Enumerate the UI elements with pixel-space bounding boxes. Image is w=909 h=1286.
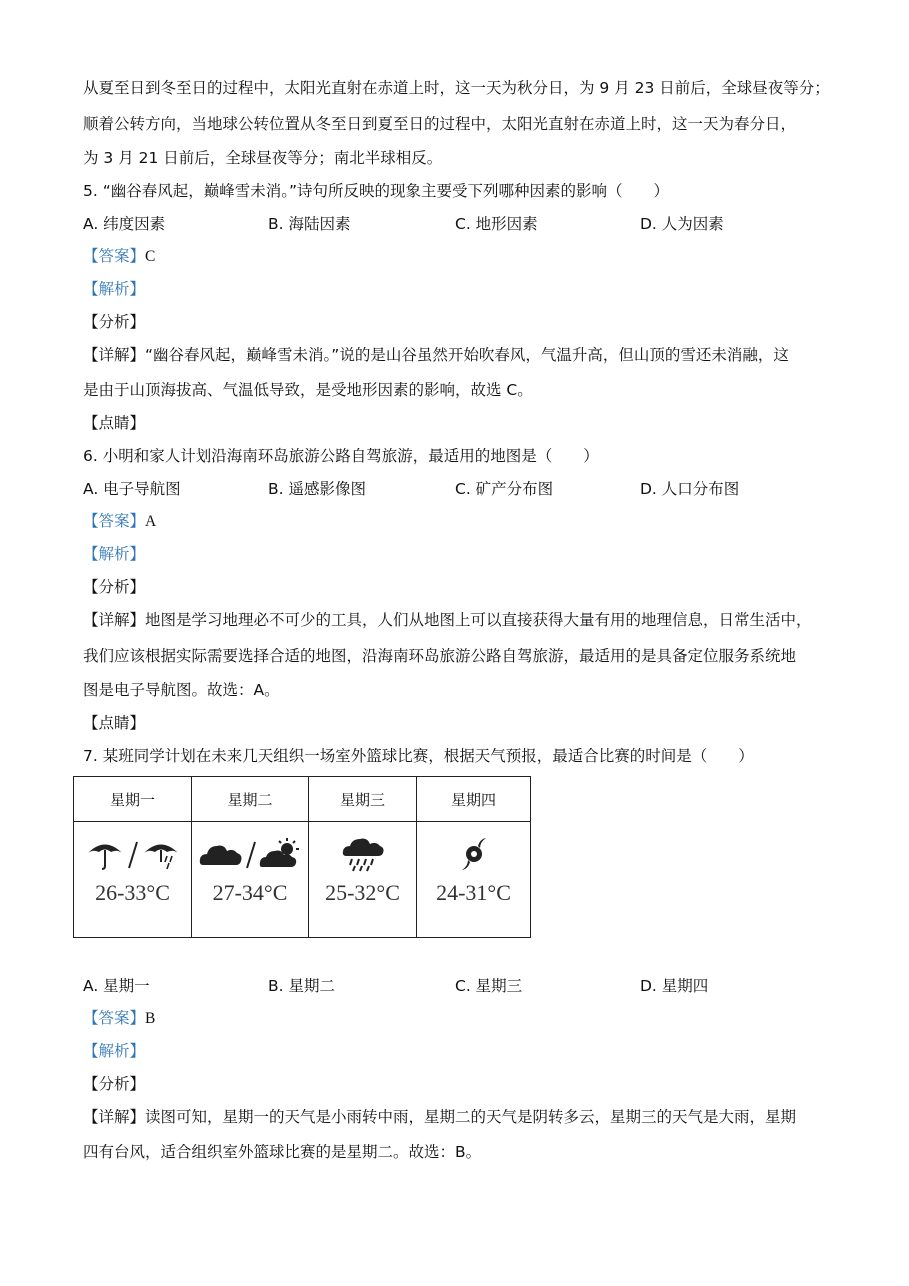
answer-tag: 【答案】: [83, 247, 146, 265]
q7-answer: [83, 1007, 155, 1030]
q7-question: 7. 某班同学计划在未来几天组织一场室外篮球比赛，根据天气预报，最适合比赛的时间是（ ）: [83, 747, 754, 765]
weather-forecast-table: [73, 776, 531, 938]
detail-text: “幽谷春风起，巅峰雪未消。”说的是山谷虽然开始吹春风，气温升高，但山顶的雪还未消融，这: [145, 346, 789, 364]
q5-fenxi: 【分析】: [83, 313, 146, 331]
q5-detail-2: 是由于山顶海拔高、气温低导致，是受地形因素的影响，故选 C。: [83, 381, 533, 399]
answer-value: A: [145, 513, 157, 530]
table-header-cell: 星期一: [74, 777, 192, 822]
table-header-row: [74, 777, 531, 822]
temperature-value: 26-33°C: [95, 880, 170, 905]
q6-fenxi: 【分析】: [83, 578, 146, 596]
q7-option-b: B. 星期二: [268, 977, 335, 995]
q7-detail-2: 四有台风，适合组织室外篮球比赛的是星期二。故选：B。: [83, 1143, 482, 1161]
weather-cell-tuesday: [192, 822, 309, 938]
answer-value: B: [145, 1010, 156, 1027]
q6-option-c: C. 矿产分布图: [455, 480, 554, 498]
q7-option-a: A. 星期一: [83, 977, 150, 995]
table-header-cell: 星期四: [417, 777, 531, 822]
answer-tag: 【答案】: [83, 1009, 146, 1027]
weather-cell-thursday: [417, 822, 531, 938]
intro-line-3: 为 3 月 21 日前后，全球昼夜等分；南北半球相反。: [83, 149, 443, 167]
q5-question: 5. “幽谷春风起，巅峰雪未消。”诗句所反映的现象主要受下列哪种因素的影响（ ）: [83, 182, 670, 200]
answer-tag: 【答案】: [83, 512, 146, 530]
detail-tag: 【详解】: [83, 1108, 146, 1126]
temperature-value: 24-31°C: [436, 880, 511, 905]
table-header-cell: 星期三: [309, 777, 417, 822]
typhoon-icon: [417, 832, 530, 876]
q6-option-b: B. 遥感影像图: [268, 480, 366, 498]
table-row: [74, 822, 531, 938]
q6-dianjing: 【点睛】: [83, 714, 146, 732]
q6-detail-1: [83, 609, 812, 631]
answer-value: C: [145, 248, 156, 265]
weather-cell-monday: [74, 822, 192, 938]
q5-answer: [83, 245, 155, 268]
q7-fenxi: 【分析】: [83, 1075, 146, 1093]
intro-line-2: 顺着公转方向，当地球公转位置从冬至日到夏至日的过程中，太阳光直射在赤道上时，这一天为春分日，: [83, 115, 797, 133]
q7-analysis-tag: 【解析】: [83, 1042, 146, 1060]
detail-tag: 【详解】: [83, 611, 146, 629]
q5-option-b: B. 海陆因素: [268, 215, 351, 233]
q6-detail-2: 我们应该根据实际需要选择合适的地图，沿海南环岛旅游公路自驾旅游，最适用的是具备定位服务系统地: [83, 647, 797, 665]
detail-tag: 【详解】: [83, 346, 146, 364]
q5-option-a: A. 纬度因素: [83, 215, 166, 233]
intro-line-1: 从夏至日到冬至日的过程中，太阳光直射在赤道上时，这一天为秋分日，为 9 月 23 日前后，全球昼夜等分；: [83, 79, 830, 97]
temperature-value: 27-34°C: [212, 880, 288, 905]
q6-option-d: D. 人口分布图: [640, 480, 740, 498]
q6-detail-3: 图是电子导航图。故选：A。: [83, 681, 280, 699]
heavy-rain-icon: [309, 832, 416, 876]
q7-option-d: D. 星期四: [640, 977, 709, 995]
light-rain-to-moderate-rain-icon: [74, 832, 191, 876]
q6-option-a: A. 电子导航图: [83, 480, 181, 498]
q7-option-c: C. 星期三: [455, 977, 523, 995]
q6-question: 6. 小明和家人计划沿海南环岛旅游公路自驾旅游，最适用的地图是（ ）: [83, 447, 599, 465]
q7-detail-1: [83, 1106, 796, 1128]
q5-detail-1: [83, 344, 789, 366]
q6-answer: [83, 510, 156, 533]
q5-dianjing: 【点睛】: [83, 414, 146, 432]
table-header-cell: 星期二: [192, 777, 309, 822]
q5-option-d: D. 人为因素: [640, 215, 724, 233]
q5-option-c: C. 地形因素: [455, 215, 538, 233]
temperature-value: 25-32°C: [325, 880, 400, 905]
weather-cell-wednesday: [309, 822, 417, 938]
q6-analysis-tag: 【解析】: [83, 545, 146, 563]
detail-text: 读图可知，星期一的天气是小雨转中雨，星期二的天气是阴转多云，星期三的天气是大雨，星期: [145, 1108, 797, 1126]
cloudy-to-partly-cloudy-icon: [192, 832, 308, 876]
q5-analysis-tag: 【解析】: [83, 280, 146, 298]
detail-text: 地图是学习地理必不可少的工具，人们从地图上可以直接获得大量有用的地理信息，日常生活中，: [145, 611, 812, 629]
